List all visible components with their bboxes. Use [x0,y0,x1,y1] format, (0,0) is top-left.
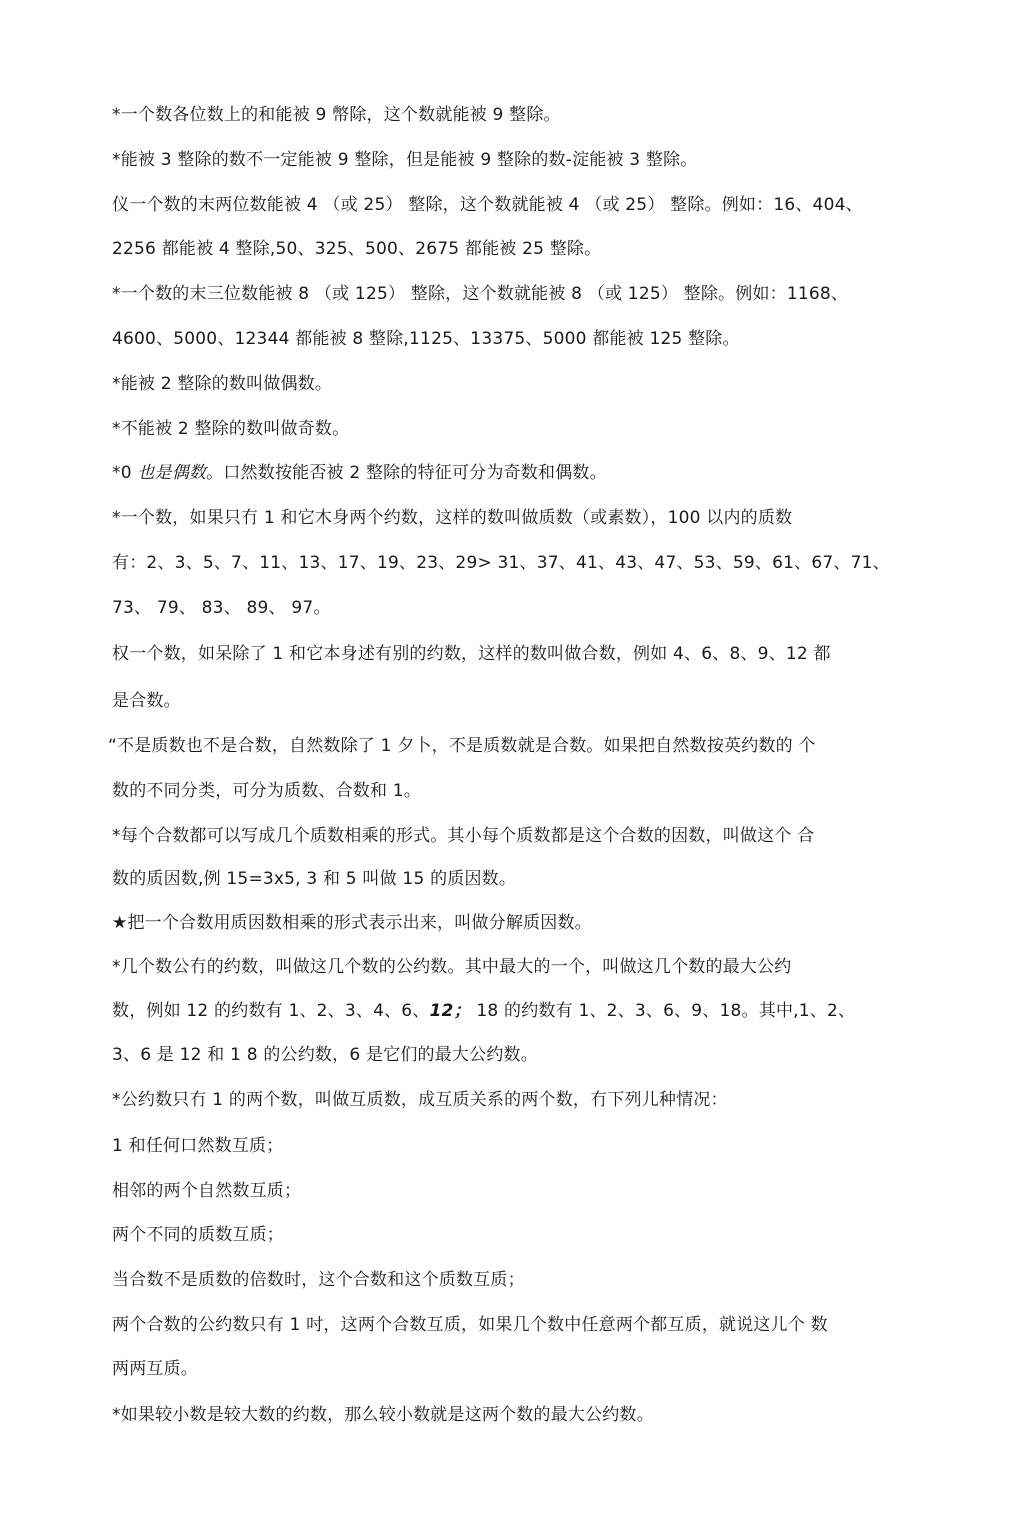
text-line: 两个不同的质数互质； [112,1225,284,1245]
text-line: 73、 79、 83、 89、 97。 [112,598,331,618]
text-line: 仪一个数的末两位数能被 4 （或 25） 整除，这个数就能被 4 （或 25） 整除。例如：16、404、 [112,195,863,215]
text-line: ★把一个合数用质因数相乘的形式表示出来，叫做分解质因数。 [112,913,592,933]
text-line: *能被 2 整除的数叫做偶数。 [112,374,333,394]
text-line: *公约数只冇 1 的两个数，叫做互质数，成互质关系的两个数，冇下列儿种情况： [112,1090,728,1110]
text-line: *一个数各位数上的和能被 9 幣除，这个数就能被 9 整除。 [112,105,561,125]
text-line: 2256 都能被 4 整除,50、325、500、2675 都能被 25 整除。 [112,239,602,259]
bold-italic-text-segment: 12； [429,1001,471,1021]
text-line: 两个合数的公约数只有 1 吋，这两个合数互质，如果几个数中任意两个都互质，就说这儿个 数 [112,1315,828,1335]
text-line: 1 和任何口然数互质； [112,1136,284,1156]
text-line: 4600、5000、12344 都能被 8 整除,1125、13375、5000 都能被 125 整除。 [112,329,740,349]
text-line: 相邻的两个自然数互质； [112,1181,302,1201]
italic-text-segment: 也是偶数 [137,463,207,483]
text-segment: 数，例如 12 的约数有 1、2、3、4、6、 [112,1001,430,1021]
text-line: “不是质数也不是合数，自然数除了 1 夕卜，不是质数就是合数。如果把自然数按英约数的 个 [108,736,816,756]
text-line: 数的质因数,例 15=3x5, 3 和 5 叫做 15 的质因数。 [112,869,517,889]
text-segment: *0 [112,463,138,483]
text-segment: 18 的约数有 1、2、3、6、9、18。其中,1、2、 [470,1001,856,1021]
text-line: 是合数。 [112,691,181,711]
text-line: *能被 3 整除的数不一定能被 9 整除，但是能被 9 整除的数-淀能被 3 整除。 [112,150,698,170]
text-line: *一个数的末三位数能被 8 （或 125） 整除，这个数就能被 8 （或 125） 整除。例如：1168、 [112,284,849,304]
text-line: 数的不同分类，可分为质数、合数和 1。 [112,781,422,801]
text-segment: 。口然数按能否被 2 整除的特征可分为奇数和偶数。 [206,463,607,483]
text-line: 3、6 是 12 和 1 8 的公约数，6 是它们的最大公约数。 [112,1045,538,1065]
text-line: 权一个数，如呆除了 1 和它本身述有别的约数，这样的数叫做合数，例如 4、6、8、9、12 都 [112,644,831,664]
text-line: 当合数不是质数的倍数时，这个合数和这个质数互质； [112,1270,525,1290]
text-line: 两两互质。 [112,1359,198,1379]
text-line: *每个合数都可以写成几个质数相乘的形式。其小每个质数都是这个合数的因数，叫做这个 合 [112,826,815,846]
text-line: *如果较小数是较大数的约数，那么较小数就是这两个数的最大公约数。 [112,1405,654,1425]
text-line: 有：2、3、5、7、11、13、17、19、23、29> 31、37、41、43、47、53、59、61、67、71、 [112,553,890,573]
text-line [112,1000,855,1022]
text-line: *不能被 2 整除的数叫做奇数。 [112,419,350,439]
text-line [112,462,607,484]
text-line: *一个数，如果只冇 1 和它木身两个约数，这样的数叫做质数（或素数），100 以内的质数 [112,508,793,528]
text-line: *几个数公冇的约数，叫做这几个数的公约数。其中最大的一个，叫做这几个数的最大公约 [112,957,792,977]
